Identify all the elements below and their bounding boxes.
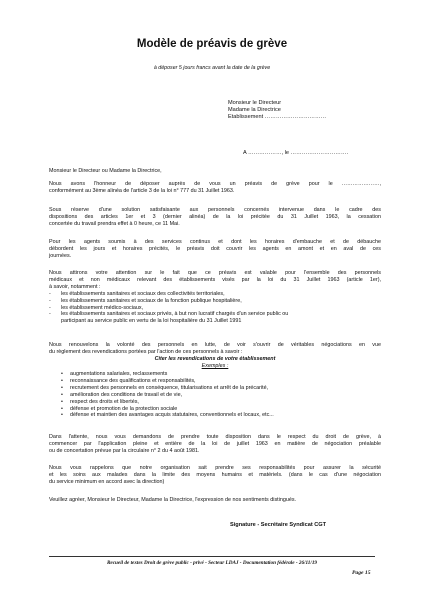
list-item-text: participant au service public en vertu de la loi hospitalière du 31 Juillet 1991 [61,318,242,325]
list-item-text: les établissements sanitaires et sociaux privés, à but non lucratif chargés d'un service public ou [61,311,289,318]
place-and-date: A ………………, le …………………………. [243,150,349,156]
paragraph-line: journées. [49,252,72,259]
list-item: - les établissements sanitaires et sociaux privés, à but non lucratif chargés d'un service public ou [49,311,289,318]
list-item [61,385,274,392]
paragraph-4 [49,270,381,325]
paragraph-line: conformément au 3ème alinéa de l'article 3 de la loi n° 777 du 31 Juillet 1963. [49,187,235,194]
bullet-icon: • [61,391,63,398]
bullet-icon: • [61,371,63,377]
list-item-text: respect des droits et libertés, [70,398,139,405]
list-item-text: les établissements sanitaires et sociaux des collectivités territoriales, [61,290,225,297]
paragraph-line: et les soins aux malades dans la limite des moyens humains et matériels. (dans le cas d'une négociation [49,471,381,478]
demands-list [61,371,274,419]
bullet-icon: • [61,377,63,384]
signature: Signature - Secrétaire Syndicat CGT [230,522,327,528]
closing [49,497,381,504]
recipient-line: Monsieur le Directeur [228,100,282,106]
list-item-text: les établissements sanitaires et sociaux de la fonction publique hospitalière, [61,297,242,304]
recipient-line: Madame la Directrice [228,107,281,114]
examples-label: Exemples : [201,362,229,369]
paragraph-line: concertée du travail prendra effet à 0 heure, ce 11 Mai. [49,220,180,227]
list-item [61,399,274,406]
list-item-text: défense et maintien des avantages acquis statutaires, conventionnels et locaux, etc... [70,412,274,419]
list-item-text: défense et promotion de la protection sociale [70,405,178,412]
paragraph-6 [49,434,381,455]
salutation-text: Monsieur le Directeur ou Madame la Directrice, [49,168,162,174]
paragraph-line: Pour les agents soumis à des services continus et dont les horaires d'embauche et de débauche [49,239,381,245]
recipient-line: Etablissement …………………………… [228,114,327,121]
paragraph-7 [49,465,381,486]
paragraph-2 [49,207,381,228]
list-item [61,378,274,385]
list-item [61,371,274,378]
footer-text: Recueil de textes Droit de grève public - privé - Secteur LDAJ - Documentation fédérale - 26/11/19 [106,560,318,566]
bullet-icon: • [61,405,63,412]
list-item-text: recrutement des personnels en conséquence, titularisations et arrêt de la précarité, [70,384,269,391]
salutation [49,168,381,175]
list-item-text: augmentations salariales, reclassements [70,371,168,377]
list-item [61,406,274,413]
paragraph-5 [49,342,381,370]
bullet-icon: • [61,398,63,405]
document-subtitle: à déposer 5 jours francs avant la date de la grève [153,65,271,71]
list-item: - les établissements sanitaires et sociaux de la fonction publique hospitalière, [49,297,242,304]
demands-heading: Citer les revendications de votre établissement [154,355,276,362]
paragraph-line: débordent les jours et horaires précités, le préavis doit couvrir les agents en amont et en aval de ces [49,245,381,252]
paragraph-line: Dans l'attente, nous vous demandons de prendre toute disposition dans le respect du droit de grève, à [49,434,381,440]
paragraph-line: Nous vous rappelons que notre organisation sait prendre ses responsabilités pour assurer la sécurité [49,465,381,471]
bullet-icon: • [61,412,63,419]
paragraph-line: Nous renouvelons la volonté des personnels en lutte, de voir s'ouvrir de véritables négociations en vue [49,342,381,348]
paragraph-line: Sous réserve d'une solution satisfaisante aux personnels concernés intervenue dans le cadre des [49,207,381,213]
page-number: Page 15 [352,570,371,576]
paragraph-line: ou de concertation prévue par la circulaire n° 2 du 4 août 1981. [49,447,200,454]
bullet-icon: • [61,384,63,391]
paragraph-line: commencer par l'application pleine et entière de la loi de juillet 1963 en matière de négociation préalable [49,440,381,447]
list-item: - les établissements sanitaires et sociaux des collectivités territoriales, [49,290,225,297]
recipient-block [228,100,326,122]
paragraph-line: dispositions des articles 1er et 3 (dernier alinéa) de la loi précitée du 31 Juillet 1963, la cessation [49,213,381,220]
document-title: Modèle de préavis de grève [136,38,288,50]
list-item-text: amélioration des conditions de travail et de vie, [70,391,183,398]
paragraph-line: à savoir, notamment : [49,283,101,290]
footer-divider [49,556,375,557]
establishment-list [49,291,381,326]
list-item [61,412,274,419]
list-item: - les établissement médico-sociaux, [49,304,144,311]
list-item-text: reconnaissance des qualifications et responsabilités, [70,377,196,384]
paragraph-line: Nous attirons votre attention sur le fait que ce préavis est valable pour l'ensemble des personnels [49,270,381,276]
list-item [49,318,381,325]
list-item-text: les établissement médico-sociaux, [61,304,144,311]
paragraph-line: du règlement des revendications portées par l'action de ces personnels à savoir : [49,348,243,355]
paragraph-line: Nous avons l'honneur de déposer auprès de vous un préavis de grève pour le …………………, [49,181,381,187]
paragraph-line: médicaux et non médicaux relevant des établissements visés par la loi du 31 Juillet 1963 (article 1er), [49,276,381,283]
paragraph-line: du service minimum en accord avec la direction) [49,478,165,485]
paragraph-3 [49,239,381,260]
paragraph-1 [49,181,381,195]
list-item [61,392,274,399]
closing-text: Veuillez agréer, Monsieur le Directeur, Madame la Directrice, l'expression de nos sentiments distingués. [49,497,297,503]
